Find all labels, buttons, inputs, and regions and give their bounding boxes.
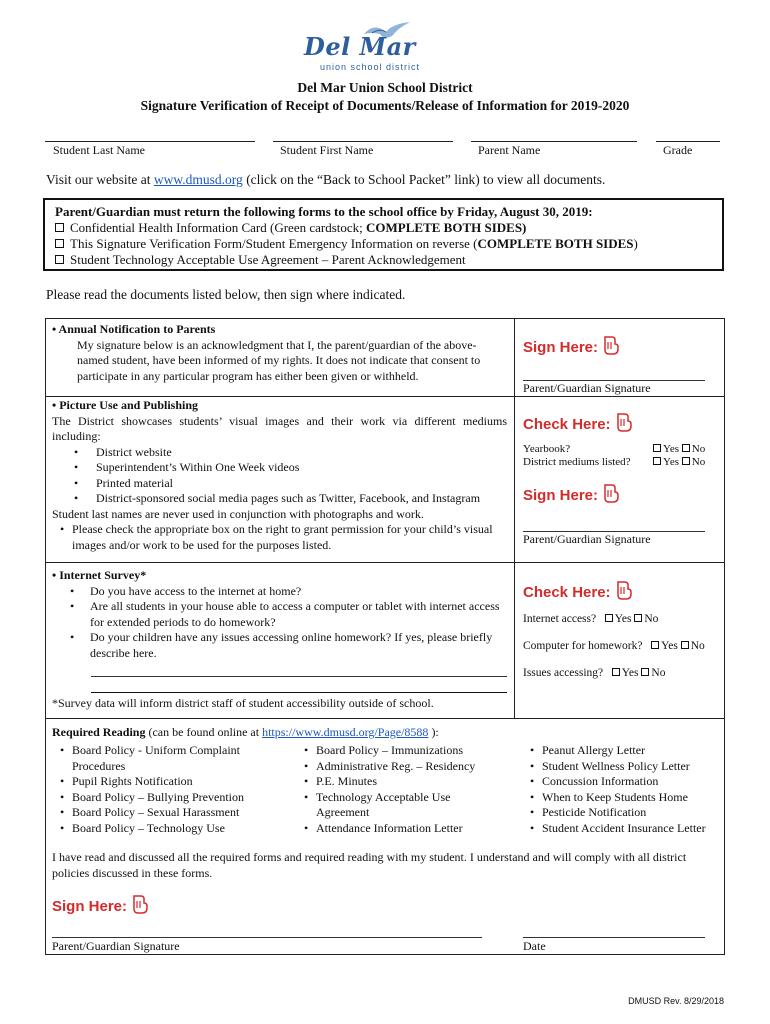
- first-name-line[interactable]: [273, 141, 453, 142]
- parent-name-line[interactable]: [471, 141, 637, 142]
- survey-footnote: *Survey data will inform district staff of student accessibility outside of school.: [52, 696, 434, 710]
- list-item: • Administrative Reg. – Residency: [300, 759, 510, 775]
- annual-body: My signature below is an acknowledgment that I, the parent/guardian of the above-named student, have been informed of my rights. It does not indicate that consent to participate in any particular program has either been given or withheld.: [77, 337, 481, 383]
- picture-signature-label: Parent/Guardian Signature: [523, 532, 651, 546]
- computer-homework-row: Computer for homework? Yes No: [523, 640, 705, 652]
- visit-after: (click on the “Back to School Packet” link) to view all documents.: [242, 172, 606, 187]
- checkbox[interactable]: [605, 614, 613, 622]
- final-signature-label: Parent/Guardian Signature: [52, 939, 180, 953]
- internet-survey-section: [52, 568, 507, 661]
- list-item: • Board Policy – Sexual Harassment: [56, 805, 296, 821]
- column-divider: [514, 319, 515, 718]
- list-item: • Superintendent’s Within One Week videos: [74, 460, 300, 474]
- checkbox-icon: [55, 223, 64, 232]
- date-label: Date: [523, 939, 546, 953]
- yearbook-label: Yearbook?: [523, 443, 571, 455]
- list-item: • Board Policy – Immunizations: [300, 743, 510, 759]
- checkbox[interactable]: [653, 444, 661, 452]
- picture-intro: The District showcases students’ visual images and their work via different mediums including:: [52, 413, 507, 443]
- pointing-hand-icon: [614, 411, 634, 433]
- sign-here-label: Sign Here:: [523, 482, 621, 504]
- return-heading: Parent/Guardian must return the following forms to the school office by Friday, August 30, 2019:: [55, 204, 593, 219]
- annual-heading: • Annual Notification to Parents: [52, 322, 216, 336]
- documents-table: [45, 318, 725, 955]
- list-item-continued: Procedures: [72, 758, 126, 773]
- internet-access-row: Internet access? Yes No: [523, 613, 659, 625]
- pointing-hand-icon: [614, 579, 634, 601]
- annual-notification-section: [52, 322, 507, 384]
- list-item: • Board Policy – Bullying Prevention: [56, 790, 296, 806]
- picture-note: Student last names are never used in conjunction with photographs and work.: [52, 506, 424, 521]
- required-col-1: [56, 743, 296, 837]
- please-read-text: Please read the documents listed below, then sign where indicated.: [46, 287, 406, 302]
- annual-signature-label: Parent/Guardian Signature: [523, 381, 651, 395]
- check-here-label: Check Here:: [523, 411, 634, 433]
- list-item: • Technology Acceptable Use: [300, 790, 510, 806]
- checkbox[interactable]: [651, 641, 659, 649]
- last-name-line[interactable]: [45, 141, 255, 142]
- list-item: • P.E. Minutes: [300, 774, 510, 790]
- checkbox[interactable]: [612, 668, 620, 676]
- district-media-options: Yes No: [653, 456, 705, 468]
- return-item-3-text: Student Technology Acceptable Use Agreement – Parent Acknowledgement: [70, 252, 466, 267]
- list-item: • When to Keep Students Home: [526, 790, 722, 806]
- checkbox[interactable]: [682, 444, 690, 452]
- pointing-hand-icon: [601, 482, 621, 504]
- checkbox-icon: [55, 255, 64, 264]
- picture-check-text: • Please check the appropriate box on the right to grant permission for your child’s visual images and/or work to be used for the purposes listed.: [60, 522, 493, 552]
- return-item-2-bold: COMPLETE BOTH SIDES: [477, 236, 634, 251]
- page-title: Del Mar Union School District: [297, 80, 473, 95]
- check-here-label: Check Here:: [523, 579, 634, 601]
- agreement-text: I have read and discussed all the required forms and required reading with my student. I understand and will comply with all district policies discussed in these forms.: [52, 850, 687, 880]
- grade-label: Grade: [663, 143, 693, 157]
- return-item-1: [55, 220, 712, 236]
- list-item-continued: Agreement: [316, 805, 370, 820]
- logo-subtext: union school district: [320, 62, 421, 72]
- required-reading-link[interactable]: https://www.dmusd.org/Page/8588: [262, 725, 429, 739]
- list-item: • Student Wellness Policy Letter: [526, 759, 722, 775]
- list-item: • District website: [74, 444, 172, 459]
- pointing-hand-icon: [130, 893, 150, 915]
- required-col-3: [526, 743, 722, 837]
- list-item: • Board Policy - Uniform Complaint: [56, 743, 296, 759]
- return-item-1-bold: COMPLETE BOTH SIDES): [366, 220, 527, 235]
- checkbox[interactable]: [641, 668, 649, 676]
- required-reading-heading: Required Reading (can be found online at https://www.dmusd.org/Page/8588 ):: [52, 725, 439, 739]
- list-item: • Do your children have any issues accessing online homework? If yes, please briefly describe here.: [70, 630, 493, 660]
- district-media-label: District mediums listed?: [523, 456, 631, 468]
- return-item-2-text: This Signature Verification Form/Student Emergency Information on reverse (: [70, 236, 478, 251]
- sign-here-label: Sign Here:: [52, 893, 150, 915]
- list-item: • Do you have access to the internet at home?: [70, 583, 302, 598]
- visit-text: [46, 172, 605, 188]
- website-link[interactable]: www.dmusd.org: [153, 172, 243, 187]
- parent-name-label: Parent Name: [478, 143, 541, 157]
- return-item-2-end: ): [633, 236, 638, 251]
- row-divider: [46, 396, 724, 397]
- list-item: • Attendance Information Letter: [300, 821, 510, 837]
- last-name-label: Student Last Name: [53, 143, 145, 157]
- logo-text: Del Mar: [304, 32, 416, 61]
- date-line[interactable]: [523, 937, 705, 938]
- list-item: • District-sponsored social media pages such as Twitter, Facebook, and Instagram: [74, 491, 481, 505]
- list-item: • Board Policy – Technology Use: [56, 821, 296, 837]
- issues-row: Issues accessing? Yes No: [523, 667, 666, 679]
- list-item: • Student Accident Insurance Letter: [526, 821, 722, 837]
- checkbox-icon: [55, 239, 64, 248]
- row-divider: [46, 562, 724, 563]
- page-subtitle: Signature Verification of Receipt of Documents/Release of Information for 2019-2020: [140, 98, 630, 113]
- pointing-hand-icon: [601, 334, 621, 356]
- checkbox[interactable]: [682, 457, 690, 465]
- list-item: • Are all students in your house able to access a computer or tablet with internet access for extended periods to do homework?: [70, 599, 500, 629]
- picture-heading: • Picture Use and Publishing: [52, 398, 199, 412]
- survey-heading: • Internet Survey*: [52, 568, 147, 582]
- final-signature-line[interactable]: [52, 937, 482, 938]
- checkbox[interactable]: [634, 614, 642, 622]
- list-item: • Pupil Rights Notification: [56, 774, 296, 790]
- list-item: • Peanut Allergy Letter: [526, 743, 722, 759]
- list-item: • Printed material: [74, 475, 173, 490]
- return-item-2: [55, 236, 712, 252]
- return-forms-box: [43, 198, 724, 271]
- visit-before: Visit our website at: [46, 172, 154, 187]
- return-item-1-text: Confidential Health Information Card (Green cardstock;: [70, 220, 367, 235]
- list-item: • Concussion Information: [526, 774, 722, 790]
- checkbox[interactable]: [653, 457, 661, 465]
- yearbook-options: Yes No: [653, 443, 705, 455]
- survey-answer-line[interactable]: [91, 676, 507, 677]
- required-col-2: [300, 743, 510, 837]
- first-name-label: Student First Name: [280, 143, 374, 157]
- grade-line[interactable]: [656, 141, 720, 142]
- revision-footer: DMUSD Rev. 8/29/2018: [628, 996, 724, 1006]
- return-item-3: [55, 252, 712, 268]
- row-divider: [46, 718, 724, 719]
- sign-here-label: Sign Here:: [523, 334, 621, 356]
- survey-answer-line[interactable]: [91, 692, 507, 693]
- picture-use-section: [52, 398, 507, 553]
- list-item: • Pesticide Notification: [526, 805, 722, 821]
- checkbox[interactable]: [681, 641, 689, 649]
- district-logo: [300, 20, 470, 76]
